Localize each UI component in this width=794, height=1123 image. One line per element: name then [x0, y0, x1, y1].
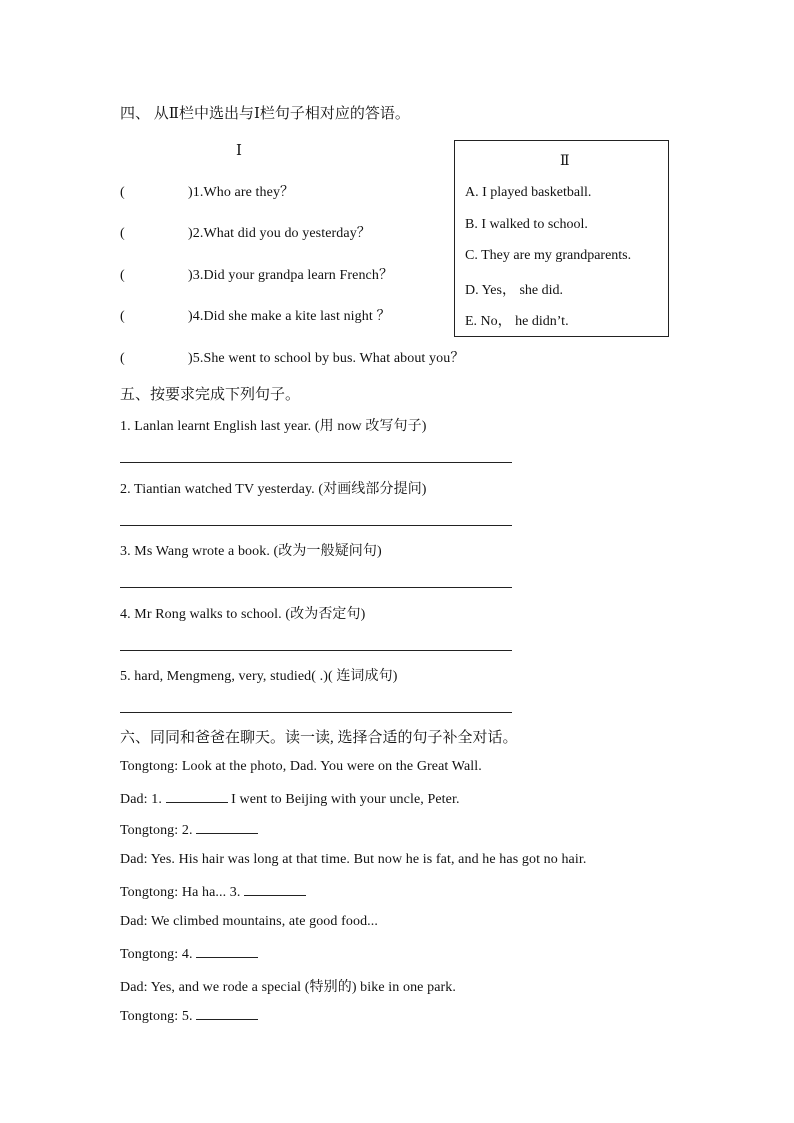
exercise-item-4: 4. Mr Rong walks to school. (改为否定句) — [120, 607, 366, 622]
answer-option-b: B. I walked to school. — [465, 217, 588, 232]
question-row-2 — [120, 222, 371, 242]
answer-line-5[interactable] — [120, 712, 512, 713]
dialogue-line-1 — [120, 759, 482, 775]
question-text: )2.What did you do yesterday？ — [187, 226, 371, 241]
answer-line-1[interactable] — [120, 462, 512, 463]
dialogue-blank-5[interactable] — [196, 1007, 258, 1020]
exercise-item-2: 2. Tiantian watched TV yesterday. (对画线部分提问) — [120, 482, 427, 497]
answer-options-box — [454, 140, 669, 337]
exercise-item-3: 3. Ms Wang wrote a book. (改为一般疑问句) — [120, 544, 382, 559]
dialogue-line-5 — [120, 883, 306, 901]
dialogue-text: Dad: 1. — [120, 792, 166, 807]
dialogue-line-8 — [120, 976, 456, 996]
answer-option-d: D. Yes， she did. — [465, 283, 564, 298]
dialogue-text: Dad: Yes, and we rode a special (特别的) bike in one park. — [120, 980, 456, 995]
dialogue-line-2 — [120, 790, 460, 808]
section4-title: 四、 从Ⅱ栏中选出与Ⅰ栏句子相对应的答语。 — [120, 106, 410, 122]
dialogue-text: Dad: Yes. His hair was long at that time. But now he is fat, and he has got no hair. — [120, 852, 587, 867]
question-row-5 — [120, 347, 464, 367]
dialogue-blank-4[interactable] — [196, 945, 258, 958]
dialogue-blank-2[interactable] — [196, 821, 258, 834]
answer-paren-open[interactable]: ( — [120, 185, 125, 200]
dialogue-blank-1[interactable] — [166, 790, 228, 803]
question-row-1 — [120, 181, 294, 201]
dialogue-text: Dad: We climbed mountains, ate good food... — [120, 914, 378, 929]
question-text: )3.Did your grandpa learn French？ — [187, 268, 394, 283]
dialogue-text: Tongtong: Ha ha... 3. — [120, 885, 245, 900]
dialogue-blank-3[interactable] — [244, 883, 306, 896]
exercise-item-5: 5. hard, Mengmeng, very, studied( .)( 连词成句) — [120, 669, 398, 684]
answer-paren-open[interactable]: ( — [120, 309, 125, 324]
answer-line-3[interactable] — [120, 587, 512, 588]
dialogue-text: Tongtong: 4. — [120, 947, 197, 962]
dialogue-line-3 — [120, 821, 258, 839]
dialogue-line-6 — [120, 914, 378, 930]
dialogue-text: Tongtong: 2. — [120, 823, 197, 838]
dialogue-line-7 — [120, 945, 258, 963]
column2-header: Ⅱ — [560, 154, 570, 169]
question-row-4 — [120, 305, 391, 325]
answer-option-e: E. No， he didn’t. — [465, 314, 569, 329]
dialogue-text: I went to Beijing with your uncle, Peter. — [227, 792, 460, 807]
column1-header: Ⅰ — [236, 143, 242, 159]
answer-option-c: C. They are my grandparents. — [465, 248, 632, 263]
question-text: )4.Did she make a kite last night ？ — [187, 309, 391, 324]
answer-option-a: A. I played basketball. — [465, 185, 592, 200]
answer-line-2[interactable] — [120, 525, 512, 526]
dialogue-text: Tongtong: Look at the photo, Dad. You were on the Great Wall. — [120, 759, 482, 774]
dialogue-line-9 — [120, 1007, 258, 1025]
dialogue-line-4 — [120, 852, 586, 868]
dialogue-text: Tongtong: 5. — [120, 1009, 197, 1024]
answer-paren-open[interactable]: ( — [120, 226, 125, 241]
section6-title: 六、同同和爸爸在聊天。读一读, 选择合适的句子补全对话。 — [120, 730, 518, 746]
question-text: )5.She went to school by bus. What about you？ — [187, 351, 465, 366]
exercise-item-1: 1. Lanlan learnt English last year. (用 now 改写句子) — [120, 419, 427, 434]
section5-title: 五、按要求完成下列句子。 — [120, 387, 301, 403]
answer-line-4[interactable] — [120, 650, 512, 651]
answer-paren-open[interactable]: ( — [120, 351, 125, 366]
question-text: )1.Who are they？ — [187, 185, 295, 200]
answer-paren-open[interactable]: ( — [120, 268, 125, 283]
question-row-3 — [120, 264, 393, 284]
